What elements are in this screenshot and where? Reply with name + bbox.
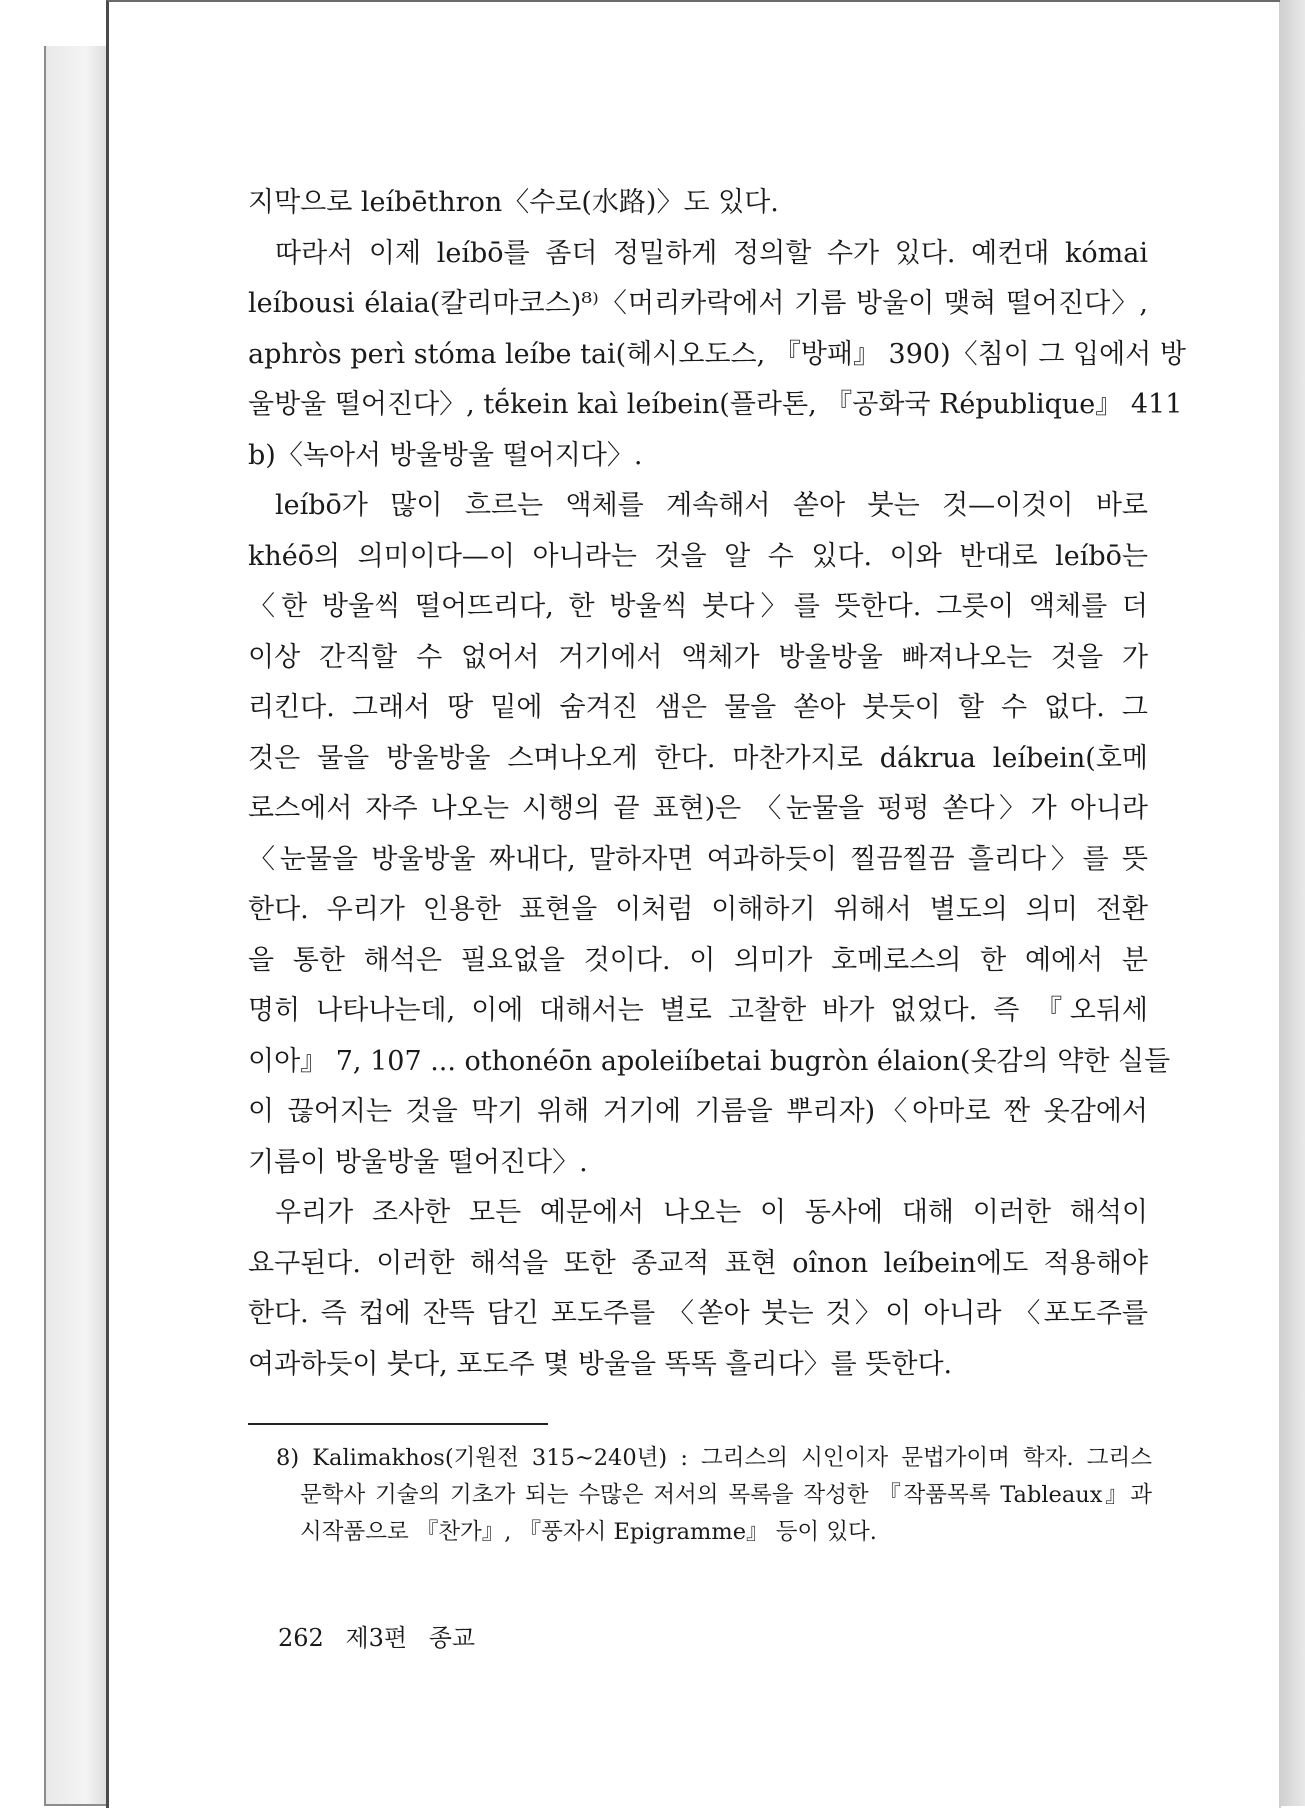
text-line: 울방울 떨어진다〉, tḗkein kaì leíbein(플라톤, 『공화국 République』 411 [248,389,1183,420]
book-spine [44,46,112,1806]
footnote-line: 시작품으로 『찬가』, 『풍자시 Epigramme』 등이 있다. [300,1519,877,1545]
text-line: 우리가 조사한 모든 예문에서 나오는 이 동사에 대해 이러한 해석이 [275,1197,1148,1228]
text-line: 을 통한 해석은 필요없을 것이다. 이 의미가 호메로스의 한 예에서 분 [248,944,1148,976]
footnote-divider [248,1423,548,1425]
text-line: 명히 나타나는데, 이에 대해서는 별로 고찰한 바가 없었다. 즉 『오뒤세 [248,995,1148,1026]
text-line: 리킨다. 그래서 땅 밑에 숨겨진 샘은 물을 쏟아 붓듯이 할 수 없다. 그 [248,692,1148,723]
section-label: 종교 [428,1624,476,1652]
page-number: 262 [278,1624,324,1652]
footnote-line: 8) Kalimakhos(기원전 315~240년) : 그리스의 시인이자 문법가이며 학자. 그리스 [276,1445,1152,1471]
part-label: 제3편 [345,1624,408,1652]
text-line: 이 끊어지는 것을 막기 위해 거기에 기름을 뿌리자)〈아마로 짠 옷감에서 [248,1096,1148,1127]
text-line: aphròs perì stóma leíbe tai(헤시오도스, 『방패』 390)〈침이 그 입에서 방 [248,338,1186,370]
text-line: 요구된다. 이러한 해석을 또한 종교적 표현 oînon leíbein에도 적용해야 [248,1247,1148,1279]
text-line: b)〈녹아서 방울방울 떨어지다〉. [248,439,643,471]
text-line: 따라서 이제 leíbō를 좀더 정밀하게 정의할 수가 있다. 예컨대 kómai [275,237,1148,269]
page-right-edge [1280,0,1305,1806]
text-line: 이아』 7, 107 ... othonéōn apoleiíbetai bugròn élaion(옷감의 약한 실들 [248,1045,1171,1077]
text-line: 로스에서 자주 나오는 시행의 끝 표현)은 〈눈물을 펑펑 쏟다〉가 아니라 [248,793,1148,824]
page-footer [278,1618,475,1653]
text-line: 〈한 방울씩 떨어뜨리다, 한 방울씩 붓다〉를 뜻한다. 그릇이 액체를 더 [248,591,1148,622]
text-line: 것은 물을 방울방울 스며나오게 한다. 마찬가지로 dákrua leíbein(호메 [248,742,1148,774]
footnote [276,1440,1152,1551]
text-line: 기름이 방울방울 떨어진다〉. [248,1146,588,1178]
text-line: 한다. 즉 컵에 잔뜩 담긴 포도주를 〈쏟아 붓는 것〉이 아니라 〈포도주를 [248,1298,1148,1329]
text-line: 여과하듯이 붓다, 포도주 몇 방울을 똑똑 흘리다〉를 뜻한다. [248,1348,953,1380]
text-line: 한다. 우리가 인용한 표현을 이처럼 이해하기 위해서 별도의 의미 전환 [248,894,1148,925]
text-line: leíbō가 많이 흐르는 액체를 계속해서 쏟아 붓는 것—이것이 바로 [275,490,1148,521]
footnote-line: 문학사 기술의 기초가 되는 수많은 저서의 목록을 작성한 『작품목록 Tableaux』과 [300,1482,1152,1508]
text-line: 이상 간직할 수 없어서 거기에서 액체가 방울방울 빠져나오는 것을 가 [248,641,1148,673]
body-text [248,178,1186,1390]
text-line: leíbousi élaia(칼리마코스)⁸⁾〈머리카락에서 기름 방울이 맺혀 떨어진다〉, [248,288,1148,319]
text-line: 지막으로 leíbēthron〈수로(水路)〉도 있다. [248,187,779,218]
text-line: khéō의 의미이다—이 아니라는 것을 알 수 있다. 이와 반대로 leíbō는 [248,540,1148,572]
text-line: 〈눈물을 방울방울 짜내다, 말하자면 여과하듯이 찔끔찔끔 흘리다〉를 뜻 [248,843,1148,875]
